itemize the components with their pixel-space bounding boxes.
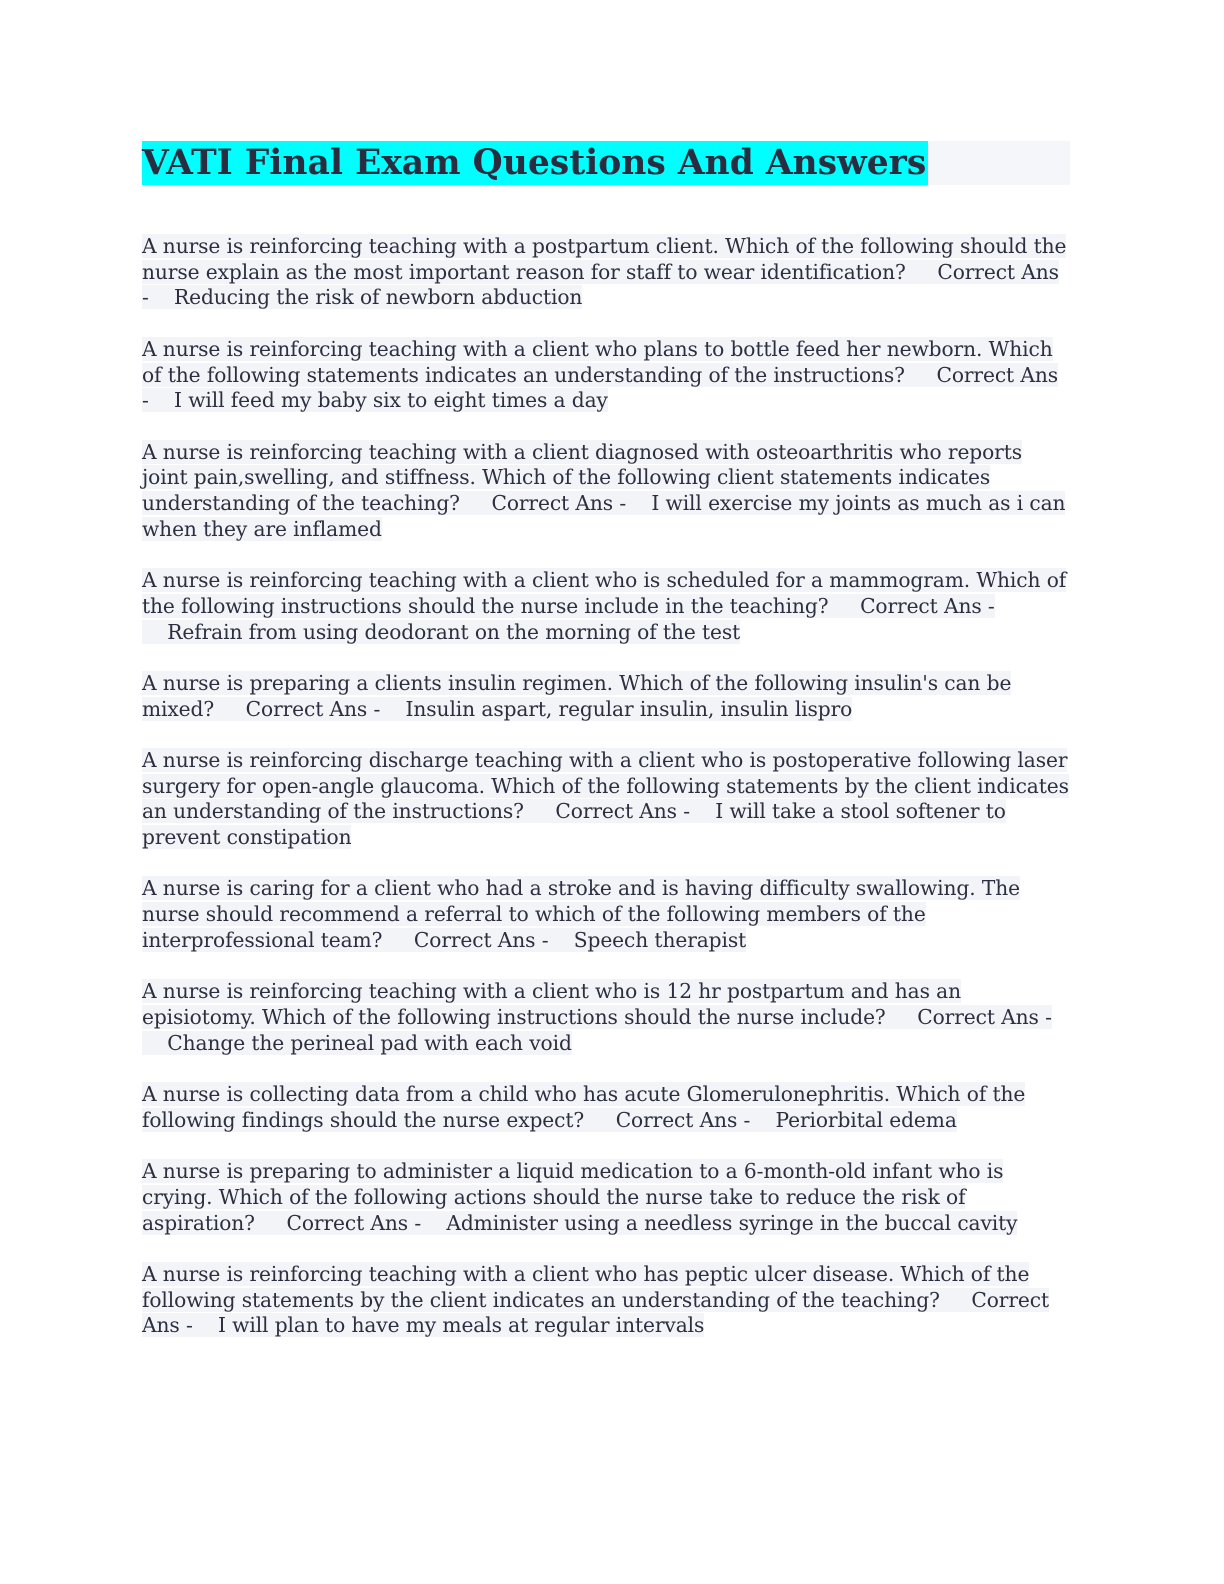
question-text: A nurse is reinforcing teaching with a client who plans to bottle feed her newborn. Which of the following statements indicates an understanding of the instructions? — [142, 336, 1053, 387]
qa-item — [142, 1159, 1070, 1236]
answer-label: Correct Ans - — [860, 593, 995, 618]
question-text: A nurse is collecting data from a child who has acute Glomerulonephritis. Which of the following findings should the nurse expect? — [142, 1082, 1026, 1132]
answer-text: I will take a stool softener to prevent constipation — [142, 799, 1006, 850]
question-text: A nurse is reinforcing teaching with a client who has peptic ulcer disease. Which of the following statements by the client indicates an understanding of the teaching? — [142, 1261, 1030, 1312]
qa-item — [142, 1262, 1070, 1339]
qa-item — [142, 876, 1070, 953]
answer-label: Correct Ans - — [286, 1210, 422, 1235]
question-text: A nurse is reinforcing discharge teaching with a client who is postoperative following laser surgery for open-angle glaucoma. Which of the following statements by the client indicates an understanding of the instructions? — [142, 747, 1069, 824]
question-text: A nurse is reinforcing teaching with a client who is scheduled for a mammogram. Which of the following instructions should the nurse include in the teaching? — [142, 568, 1067, 618]
question-text: A nurse is preparing a clients insulin regimen. Which of the following insulin's can be mixed? — [142, 670, 1012, 721]
question-text: A nurse is preparing to administer a liquid medication to a 6-month-old infant who is crying. Which of the following actions should the nurse take to reduce the risk of aspiration? — [142, 1159, 1004, 1235]
answer-text: Periorbital edema — [775, 1107, 957, 1132]
document-title: VATI Final Exam Questions And Answers — [142, 143, 927, 183]
question-text: A nurse is reinforcing teaching with a client who is 12 hr postpartum and has an episiotomy. Which of the following instructions should the nurse include? — [142, 979, 961, 1029]
answer-label: Correct Ans - — [917, 1004, 1052, 1029]
answer-text: Reducing the risk of newborn abduction — [174, 285, 583, 310]
answer-text: I will feed my baby six to eight times a day — [174, 388, 608, 413]
qa-item — [142, 1082, 1070, 1133]
answer-label: Correct Ans - — [142, 259, 1059, 310]
answer-text: Speech therapist — [573, 927, 747, 952]
answer-label: Correct Ans - — [142, 362, 1059, 413]
answer-label: Correct Ans - — [615, 1107, 751, 1132]
answer-text: Change the perineal pad with each void — [167, 1030, 572, 1055]
qa-item — [142, 234, 1070, 311]
answer-text: I will exercise my joints as much as i can when they are inflamed — [142, 491, 1066, 541]
qa-item — [142, 979, 1070, 1056]
answer-label: Correct Ans - — [142, 1287, 1049, 1338]
qa-item — [142, 568, 1070, 645]
answer-label: Correct Ans - — [413, 927, 549, 952]
question-text: A nurse is caring for a client who had a stroke and is having difficulty swallowing. The nurse should recommend a referral to which of the following members of the interprofessional team? — [142, 876, 1020, 952]
qa-list — [142, 234, 1070, 1339]
question-text: A nurse is reinforcing teaching with a postpartum client. Which of the following should the nurse explain as the most important reason for staff to wear identification? — [142, 234, 1067, 284]
qa-item — [142, 671, 1070, 722]
qa-item — [142, 748, 1070, 851]
qa-item — [142, 440, 1070, 543]
answer-text: I will plan to have my meals at regular intervals — [217, 1313, 705, 1338]
answer-text: Insulin aspart, regular insulin, insulin lispro — [405, 696, 853, 721]
answer-text: Administer using a needless syringe in the buccal cavity — [446, 1210, 1018, 1235]
answer-label: Correct Ans - — [555, 799, 690, 824]
qa-item — [142, 337, 1070, 414]
question-text: A nurse is reinforcing teaching with a client diagnosed with osteoarthritis who reports joint pain,swelling, and stiffness. Which of the following client statements indicates understanding of the teaching? — [142, 439, 1022, 515]
document-page — [142, 141, 1070, 1365]
answer-label: Correct Ans - — [491, 491, 627, 515]
title-row — [142, 141, 1070, 185]
answer-text: Refrain from using deodorant on the morning of the test — [167, 619, 741, 644]
answer-label: Correct Ans - — [245, 696, 381, 721]
